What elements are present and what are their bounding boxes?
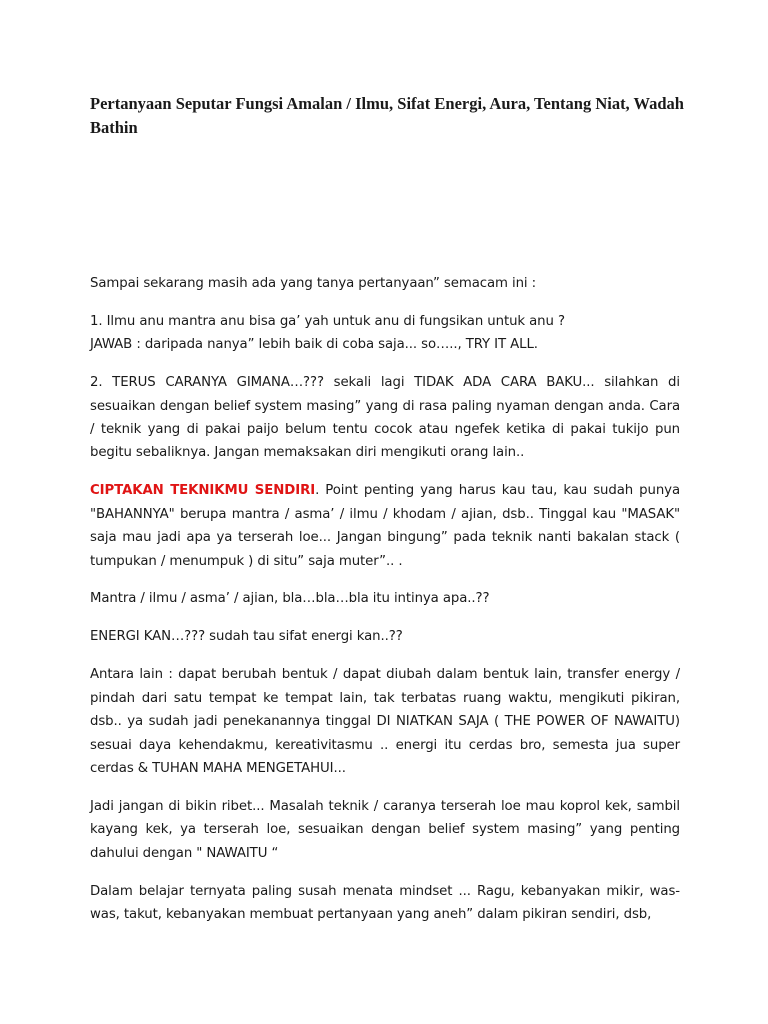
paragraph-intro: Sampai sekarang masih ada yang tanya pertanyaan” semacam ini :: [90, 276, 536, 291]
paragraph-technique-freedom: Jadi jangan di bikin ribet... Masalah teknik / caranya terserah loe mau koprol kek, sambil kayang kek, ya terserah loe, sesuaikan dengan belief system masing” yang penting dahului dengan " NAWAITU “: [90, 798, 680, 861]
document-body: [90, 272, 680, 941]
paragraph-question-1: [90, 310, 680, 357]
document-title: Pertanyaan Seputar Fungsi Amalan / Ilmu, Sifat Energi, Aura, Tentang Niat, Wadah Bathin: [90, 94, 684, 137]
paragraph-create-technique: [90, 479, 680, 573]
paragraph-text: . Point penting yang harus kau tau, kau sudah punya "BAHANNYA" berupa mantra / asma’ / ilmu / khodam / ajian, dsb.. Tinggal kau "MASAK" saja mau jadi apa ya terserah loe... Jangan bingung” pada teknik nanti bakalan stack ( tumpukan / menumpuk ) di situ” saja muter”.. .: [90, 483, 680, 569]
question-line: 1. Ilmu anu mantra anu bisa ga’ yah untuk anu di fungsikan untuk anu ?: [90, 313, 565, 329]
paragraph-mantra: Mantra / ilmu / asma’ / ajian, bla…bla…bla itu intinya apa..??: [90, 591, 490, 607]
paragraph-energy-properties: Antara lain : dapat berubah bentuk / dapat diubah dalam bentuk lain, transfer energy / pindah dari satu tempat ke tempat lain, tak terbatas ruang waktu, mengikuti pikiran, dsb.. ya sudah jadi penekanannya tinggal DI NIATKAN SAJA ( THE POWER OF NAWAITU) sesuai daya kehendakmu, kereativitasmu .. energi itu cerdas bro, semesta jua super cerdas & TUHAN MAHA MENGETAHUI...: [90, 667, 680, 776]
answer-line: JAWAB : daripada nanya” lebih baik di coba saja... so….., TRY IT ALL.: [90, 337, 538, 353]
paragraph-question-2: 2. TERUS CARANYA GIMANA…??? sekali lagi TIDAK ADA CARA BAKU... silahkan di sesuaikan dengan belief system masing” yang di rasa paling nyaman dengan anda. Cara / teknik yang di pakai paijo belum tentu cocok atau ngefek ketika di pakai tukijo pun begitu sebaliknya. Jangan memaksakan diri mengikuti orang lain..: [90, 375, 680, 461]
paragraph-mindset: Dalam belajar ternyata paling susah menata mindset ... Ragu, kebanyakan mikir, was-was, takut, kebanyakan membuat pertanyaan yang aneh” dalam pikiran sendiri, dsb,: [90, 883, 680, 922]
paragraph-energy: ENERGI KAN…??? sudah tau sifat energi kan..??: [90, 629, 403, 645]
highlight-heading: CIPTAKAN TEKNIKMU SENDIRI: [90, 483, 316, 499]
